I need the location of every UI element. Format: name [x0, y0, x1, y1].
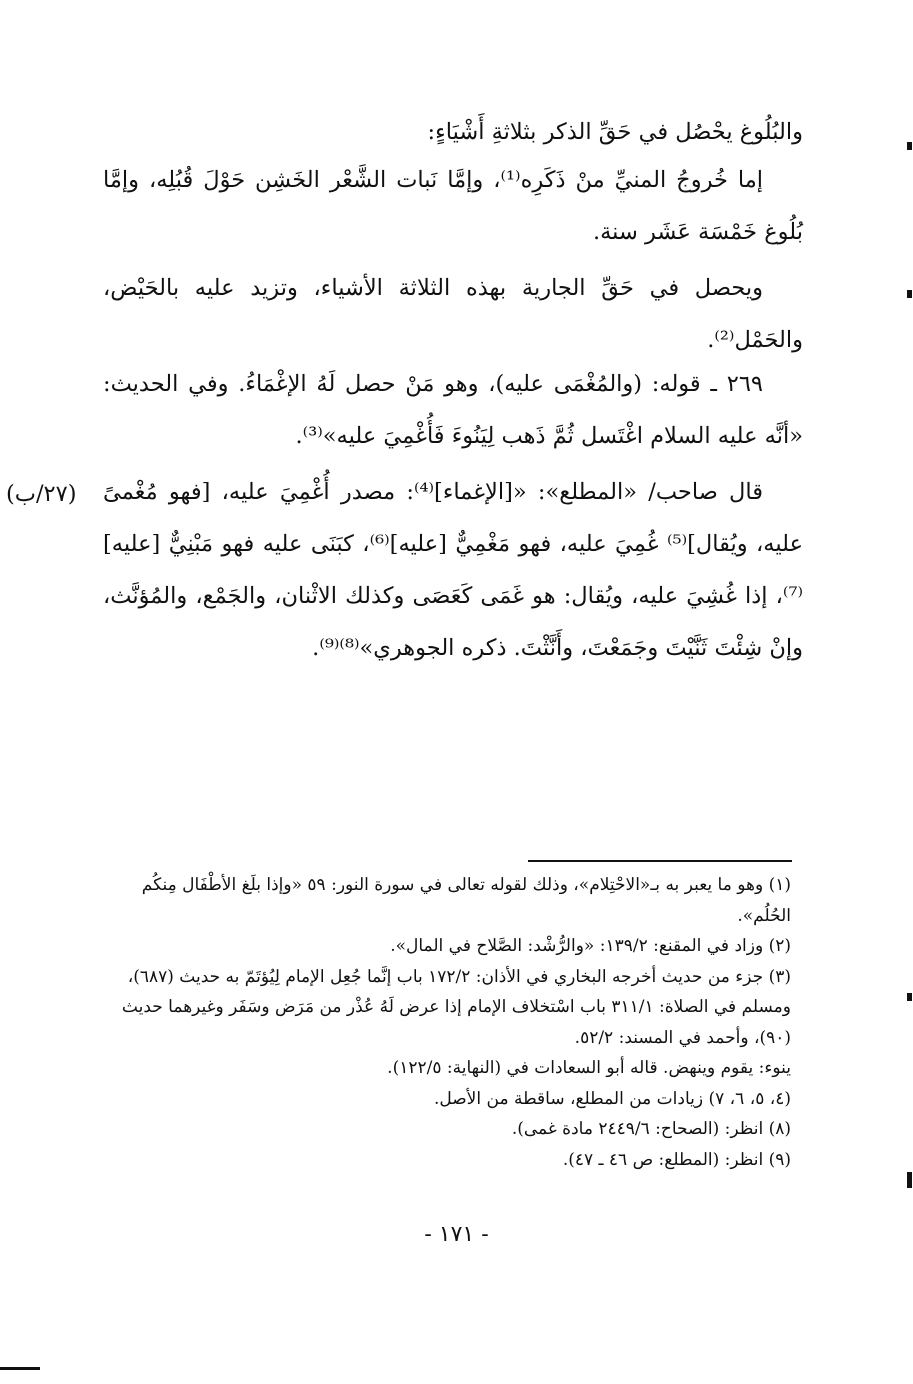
scan-edge-mark: [0, 1367, 40, 1370]
scan-edge-mark: [907, 290, 912, 298]
footnote-2: (٢) وزاد في المقنع: ١٣٩/٢: «والرُّشْد: الصَّلاح في المال».: [390, 936, 791, 956]
paragraph-puberty-signs: إما خُروجُ المنيِّ منْ ذَكَرِه⁽¹⁾، وإمَّا نَبات الشَّعْر الخَشِن حَوْلَ قُبُلِه، وإمَّا بُلُوغ خَمْسَة عَشَر سنة.: [103, 167, 803, 245]
footnote-9: (٩) انظر: (المطلع: ص ٤٦ ـ ٤٧).: [562, 1149, 791, 1170]
footnote-3-continuation: ينوء: يقوم وينهض. قاله أبو السعادات في (النهاية: ١٢٢/٥).: [387, 1058, 791, 1078]
paragraph-puberty-male-intro: والبُلُوغ يحْصُل في حَقِّ الذكر بثلاثةِ أَشْيَاءٍ:: [427, 119, 803, 145]
footnote-3: (٣) جزء من حديث أخرجه البخاري في الأذان: ١٧٢/٢ باب إنَّما جُعِل الإمام لِيُؤتَمّ به حديث (٦٨٧)، ومسلم في الصلاة: ٣١١/١ باب اسْتخلاف الإمام إذا عرض لَهُ عُذْر من مَرَض وسَفَر وغيرهما حديث (٩٠)، وأحمد في المسند: ٥٢/٢.: [121, 966, 791, 1048]
footnote-divider: [528, 860, 792, 862]
footnotes-list: [111, 870, 791, 1175]
paragraph-puberty-female: ويحصل في حَقِّ الجارية بهذه الثلاثة الأشياء، وتزيد عليه بالحَيْض، والحَمْل⁽²⁾.: [103, 275, 803, 353]
footnote-8: (٨) انظر: (الصحاح: ٢٤٤٩/٦ مادة غمى).: [511, 1119, 791, 1139]
scan-edge-mark: [907, 142, 912, 150]
scan-edge-mark: [907, 993, 912, 1001]
paragraph-269-unconscious: ٢٦٩ ـ قوله: (والمُغْمَى عليه)، وهو مَنْ حصل لَهُ الإغْمَاءُ. وفي الحديث: «أنَّه عليه السلام اغْتَسل ثُمَّ ذَهب لِيَنُوءَ فَأُغْمِيَ عليه»⁽³⁾.: [103, 371, 803, 449]
page-number: - ١٧١ -: [424, 1222, 489, 1247]
scan-edge-mark: [907, 1172, 912, 1188]
footnote-1: (١) وهو ما يعبر به بـ«الاحْتِلام»، وذلك لقوله تعالى في سورة النور: ٥٩ «وإذا بلَغ الأطْفَال مِنكُم الحُلُم».: [141, 875, 791, 926]
footnote-4-7: (٤، ٥، ٦، ٧) زيادات من المطلع، ساقطة من الأصل.: [433, 1088, 791, 1109]
manuscript-folio-marker: (٢٧/ب): [6, 481, 77, 507]
paragraph-mutla-quote: قال صاحب/ «المطلع»: «[الإغماء]⁽⁴⁾: مصدر أُغْمِيَ عليه، [فهو مُغْمىً عليه، ويُقال]⁽⁵⁾ غُمِيَ عليه، فهو مَغْمِيٌّ [عليه]⁽⁶⁾، كبَنَى عليه فهو مَبْنِيٌّ [عليه]⁽⁷⁾، إذا غُشِيَ عليه، ويُقال: هو غَمَى كَعَصَى وكذلك الاثْنان، والجَمْع، والمُؤنَّث، وإنْ شِئْتَ ثَنَّيْتَ وجَمَعْتَ، وأَنَّثْتَ. ذكره الجوهري»⁽⁸⁾⁽⁹⁾.: [103, 479, 803, 661]
